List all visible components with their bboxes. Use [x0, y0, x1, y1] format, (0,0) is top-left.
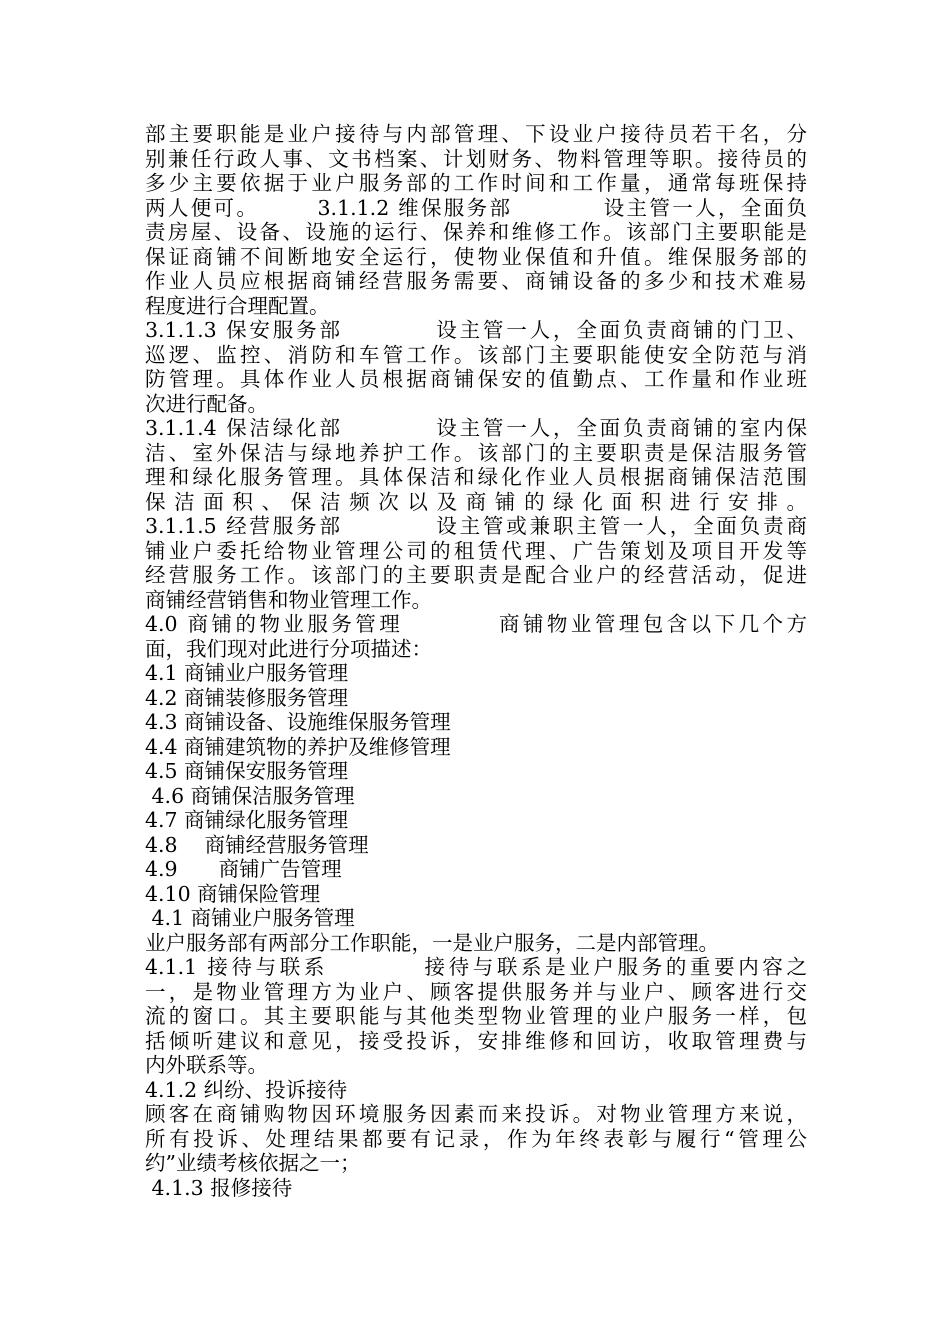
text-line: 次进行配备。 [145, 391, 268, 416]
section-heading: 4.1.3 报修接待 [145, 1175, 293, 1200]
section-heading: 4.1 商铺业户服务管理 [145, 906, 355, 930]
text-line: 内外联系等。 [145, 1053, 268, 1077]
text-line: 责房屋、设备、设施的运行、保养和维修工作。该部门主要职能是 [145, 220, 807, 244]
text-line: 巡逻、监控、消防和车管工作。该部门主要职能使安全防范与消 [145, 342, 807, 367]
text-line: 保洁面积、保洁频次以及商铺的绿化面积进行安排。 [145, 489, 807, 514]
text-line: 顾客在商铺购物因环境服务因素而来投诉。对物业管理方来说， [145, 1102, 807, 1126]
text-line: 防管理。具体作业人员根据商铺保安的值勤点、工作量和作业班 [145, 367, 807, 391]
text-line: 洁、室外保洁与绿地养护工作。该部门的主要职责是保洁服务管 [145, 440, 807, 465]
text-line: 业户服务部有两部分工作职能，一是业户服务，二是内部管理。 [145, 930, 719, 955]
section-heading: 4.0 商铺的物业服务管理 商铺物业管理包含以下几个方 [145, 612, 807, 636]
text-line: 流的窗口。其主要职能与其他类型物业管理的业户服务一样，包 [145, 1004, 807, 1028]
list-item: 4.9 商铺广告管理 [145, 857, 342, 881]
text-line: 3.1.1.5 经营服务部 设主管或兼职主管一人，全面负责商 [145, 514, 807, 538]
text-line: 铺业户委托给物业管理公司的租赁代理、广告策划及项目开发等 [145, 538, 807, 563]
text-line: 面，我们现对此进行分项描述： [145, 636, 432, 661]
text-line: 3.1.1.3 保安服务部 设主管一人，全面负责商铺的门卫、 [145, 318, 807, 342]
list-item: 4.10 商铺保险管理 [145, 881, 321, 906]
text-line: 所有投诉、处理结果都要有记录，作为年终表彰与履行“管理公 [145, 1126, 807, 1151]
list-item: 4.8 商铺经营服务管理 [145, 832, 369, 857]
list-item: 4.1 商铺业户服务管理 [145, 661, 349, 685]
text-line: 保证商铺不间断地安全运行，使物业保值和升值。维保服务部的 [145, 244, 807, 269]
list-item: 4.2 商铺装修服务管理 [145, 685, 349, 710]
list-item: 4.7 商铺绿化服务管理 [145, 808, 349, 832]
list-item: 4.3 商铺设备、设施维保服务管理 [145, 710, 451, 734]
list-item: 4.6 商铺保洁服务管理 [145, 783, 355, 808]
list-item: 4.4 商铺建筑物的养护及维修管理 [145, 734, 451, 759]
text-line: 3.1.1.4 保洁绿化部 设主管一人，全面负责商铺的室内保 [145, 416, 807, 440]
text-line: 括倾听建议和意见，接受投诉，安排维修和回访，收取管理费与 [145, 1028, 807, 1053]
text-line: 经营服务工作。该部门的主要职责是配合业户的经营活动，促进 [145, 563, 807, 587]
text-line: 商铺经营销售和物业管理工作。 [145, 587, 432, 612]
text-line: 理和绿化服务管理。具体保洁和绿化作业人员根据商铺保洁范围 [145, 465, 807, 489]
text-line: 别兼任行政人事、文书档案、计划财务、物料管理等职。接待员的 [145, 146, 807, 171]
text-line: 作业人员应根据商铺经营服务需要、商铺设备的多少和技术难易 [145, 269, 807, 293]
list-item: 4.5 商铺保安服务管理 [145, 759, 349, 783]
text-line: 约”业绩考核依据之一； [145, 1151, 361, 1175]
text-line: 两人便可。 3.1.1.2 维保服务部 设主管一人，全面负 [145, 195, 807, 220]
section-heading: 4.1.2 纠纷、投诉接待 [145, 1077, 348, 1102]
text-line: 4.1.1 接待与联系 接待与联系是业户服务的重要内容之 [145, 955, 807, 979]
text-line: 部主要职能是业户接待与内部管理、下设业户接待员若干名，分 [145, 122, 807, 146]
text-line: 多少主要依据于业户服务部的工作时间和工作量，通常每班保持 [145, 171, 807, 195]
text-line: 一，是物业管理方为业户、顾客提供服务并与业户、顾客进行交 [145, 979, 807, 1004]
text-line: 程度进行合理配置。 [145, 293, 330, 318]
document-body [145, 122, 807, 1200]
